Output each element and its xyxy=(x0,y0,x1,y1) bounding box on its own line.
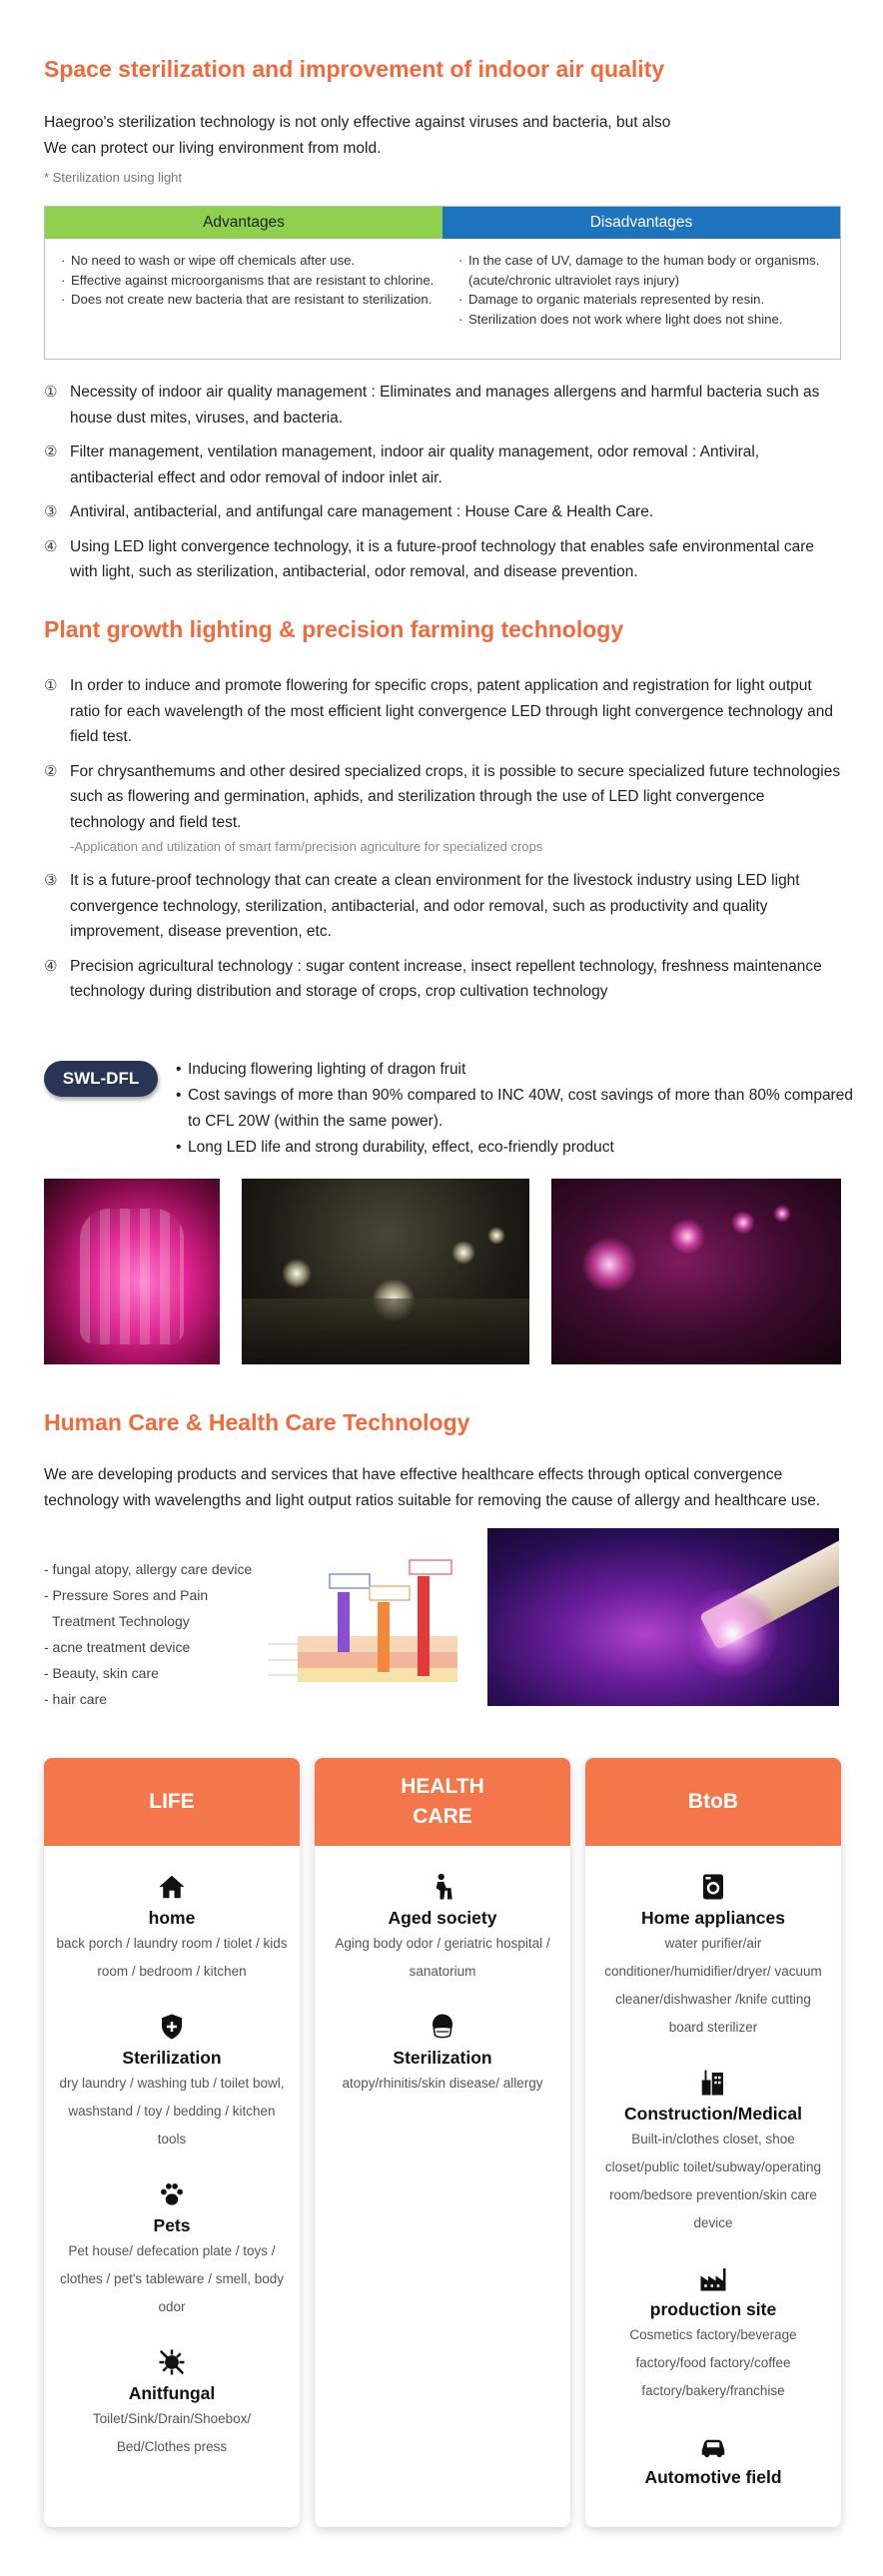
card-title: LIFE xyxy=(44,1758,300,1846)
card-item-title: home xyxy=(148,1908,196,1928)
advantage-item: · Does not create new bacteria that are resistant to sterilization. xyxy=(61,290,442,310)
list-number: ① xyxy=(44,384,58,401)
product-bullets xyxy=(176,1057,855,1161)
advantages-table xyxy=(44,206,841,360)
list-number: ④ xyxy=(44,537,58,555)
disadvantage-item: · In the case of UV, damage to the human body or organisms. (acute/chronic ultraviolet rays injury) xyxy=(458,251,840,290)
section-title-sterilization: Space sterilization and improvement of indoor air quality xyxy=(44,56,665,82)
sterilization-intro xyxy=(44,110,839,162)
elderly-icon xyxy=(428,1872,457,1902)
card-item xyxy=(597,2263,829,2405)
list-number: ① xyxy=(44,677,58,694)
list-item xyxy=(44,380,843,430)
disadvantage-item: · Sterilization does not work where light does not shine. xyxy=(458,310,840,330)
advantages-table-header xyxy=(45,207,840,239)
list-text: Filter management, ventilation management, indoor air quality management, odor removal : Antiviral, antibacterial effect and odor removal of indoor inlet air. xyxy=(70,443,760,486)
light-glow xyxy=(669,1219,705,1255)
advantages-header: Advantages xyxy=(45,207,442,239)
health-list-item: Treatment Technology xyxy=(52,1613,190,1629)
bullet-item: • Long LED life and strong durability, effect, eco-friendly product xyxy=(176,1135,855,1161)
health-list xyxy=(44,1556,252,1712)
card-item xyxy=(597,2431,829,2489)
virus-icon xyxy=(157,2347,187,2377)
list-text: It is a future-proof technology that can create a clean environment for the livestock industry using LED light convergence technology, sterilization, antibacterial, and odor removal, such as productivity and quality improvement, disease prevention, etc. xyxy=(70,872,800,940)
application-cards xyxy=(44,1758,841,2527)
health-intro: We are developing products and services that have effective healthcare effects through optical convergence technology with wavelengths and light output ratios suitable for removing the cause of allergy and healthcare use. xyxy=(44,1466,821,1509)
list-item xyxy=(44,499,843,525)
card-item-desc: back porch / laundry room / tiolet / kids room / bedroom / kitchen xyxy=(56,1936,288,1979)
shield-icon xyxy=(157,2012,187,2042)
list-item xyxy=(44,673,843,750)
card-item-title: production site xyxy=(649,2299,777,2319)
led-bulb-shape xyxy=(80,1209,184,1344)
skin-layers-diagram xyxy=(258,1556,463,1686)
disadvantages-header: Disadvantages xyxy=(442,207,840,239)
card-btob xyxy=(585,1758,841,2527)
card-title: HEALTH CARE xyxy=(315,1758,570,1846)
list-number: ② xyxy=(44,762,58,780)
card-item-desc: Built-in/clothes closet, shoe closet/public toilet/subway/operating room/bedsore prevention/skin care device xyxy=(604,2132,822,2230)
factory-icon xyxy=(698,2263,728,2293)
card-item xyxy=(327,2012,558,2098)
card-item xyxy=(327,1872,558,1986)
intro-line-2: We can protect our living environment from mold. xyxy=(44,140,382,157)
card-item-title: Home appliances xyxy=(641,1908,785,1928)
light-glow xyxy=(731,1211,755,1235)
label-box xyxy=(410,1560,451,1574)
list-text: Using LED light convergence technology, it is a future-proof technology that enables safe environmental care with light, such as sterilization, antibacterial, odor removal, and disease prevention. xyxy=(70,537,815,580)
card-item-desc: atopy/rhinitis/skin disease/ allergy xyxy=(342,2076,543,2091)
light-glow xyxy=(451,1241,475,1265)
paw-icon xyxy=(157,2179,187,2209)
field-ground xyxy=(242,1298,529,1364)
card-item-title: Aged society xyxy=(388,1908,497,1928)
card-item xyxy=(56,2179,288,2321)
card-item xyxy=(56,1872,288,1986)
light-beam-red xyxy=(418,1576,430,1676)
card-life xyxy=(44,1758,300,2527)
label-box xyxy=(370,1586,410,1600)
bullet-item: • Cost savings of more than 90% compared to INC 40W, cost savings of more than 80% compared to CFL 20W (within the same power). xyxy=(176,1083,855,1135)
label-box xyxy=(330,1574,370,1588)
light-glow xyxy=(487,1227,505,1245)
card-item-desc: Pet house/ defecation plate / toys / clothes / pet's tableware / smell, body odor xyxy=(60,2243,284,2314)
card-item-desc: Aging body odor / geriatric hospital / sanatorium xyxy=(335,1936,550,1979)
section-title-plant: Plant growth lighting & precision farming technology xyxy=(44,616,624,642)
card-item-desc: water purifier/air conditioner/humidifier/dryer/ vacuum cleaner/dishwasher /knife cutting board sterilizer xyxy=(604,1936,822,2035)
list-text: For chrysanthemums and other desired specialized crops, it is possible to secure specialized future technologies such as flowering and germination, aphids, and sterilization through the use of LED light convergence technology and field test. xyxy=(70,762,841,831)
mask-icon xyxy=(428,2012,457,2042)
list-text: Precision agricultural technology : sugar content increase, insect repellent technology, freshness maintenance technology during distribution and storage of crops, crop cultivation technology xyxy=(70,957,822,1000)
card-item xyxy=(597,2068,829,2237)
health-list-item: - Beauty, skin care xyxy=(44,1665,159,1681)
field-night-photo xyxy=(242,1179,529,1364)
light-glow xyxy=(581,1237,637,1292)
card-item-title: Automotive field xyxy=(644,2467,782,2487)
disadvantages-list xyxy=(442,251,840,329)
card-item-title: Pets xyxy=(153,2215,191,2235)
car-icon xyxy=(698,2431,728,2461)
list-item xyxy=(44,534,843,585)
list-item xyxy=(44,954,843,1005)
light-glow xyxy=(773,1205,791,1223)
advantages-table-body xyxy=(45,239,840,329)
card-item-desc: dry laundry / washing tub / toilet bowl, washstand / toy / bedding / kitchen tools xyxy=(59,2076,285,2147)
card-item-title: Sterilization xyxy=(393,2048,492,2068)
product-badge: SWL-DFL xyxy=(44,1061,158,1097)
list-number: ② xyxy=(44,443,58,460)
card-item-title: Anitfungal xyxy=(128,2383,216,2403)
light-beam-orange xyxy=(378,1602,390,1672)
list-item xyxy=(44,868,843,945)
disadvantage-item: · Damage to organic materials represented by resin. xyxy=(458,290,840,310)
health-list-item: - hair care xyxy=(44,1691,108,1707)
list-number: ④ xyxy=(44,957,58,975)
advantage-item: · No need to wash or wipe off chemicals after use. xyxy=(61,251,442,271)
sterilization-list xyxy=(44,380,843,594)
field-pink-photo xyxy=(551,1179,841,1364)
light-glow xyxy=(687,1588,777,1678)
list-number: ③ xyxy=(44,503,58,520)
card-item xyxy=(597,1872,829,2042)
card-item xyxy=(56,2012,288,2153)
sterilization-note: * Sterilization using light xyxy=(44,170,183,185)
list-item xyxy=(44,759,843,860)
plant-list xyxy=(44,673,843,1014)
list-sub-note: -Application and utilization of smart farm/precision agriculture for specialized crops xyxy=(70,839,543,854)
home-icon xyxy=(157,1872,187,1902)
health-list-item: - fungal atopy, allergy care device xyxy=(44,1561,253,1577)
card-health-care xyxy=(315,1758,570,2527)
card-body xyxy=(44,1846,300,2461)
card-item-title: Construction/Medical xyxy=(624,2104,802,2124)
section-title-health: Human Care & Health Care Technology xyxy=(44,1409,470,1435)
card-item-desc: Cosmetics factory/beverage factory/food factory/coffee factory/bakery/franchise xyxy=(629,2327,797,2398)
card-title: BtoB xyxy=(585,1758,841,1846)
bullet-item: • Inducing flowering lighting of dragon fruit xyxy=(176,1057,855,1083)
card-body xyxy=(585,1846,841,2489)
led-bulb-photo xyxy=(44,1179,220,1364)
list-text: Necessity of indoor air quality management : Eliminates and manages allergens and harmful bacteria such as house dust mites, viruses, and bacteria. xyxy=(70,384,820,427)
light-beam-violet xyxy=(338,1592,350,1652)
list-text: Antiviral, antibacterial, and antifungal care management : House Care & Health Care. xyxy=(70,503,654,520)
health-list-item: - Pressure Sores and Pain xyxy=(44,1587,209,1603)
list-text: In order to induce and promote flowering for specific crops, patent application and registration for light output ratio for each wavelength of the most efficient light convergence LED through light convergence technology and field test. xyxy=(70,677,833,745)
card-body xyxy=(315,1846,570,2098)
advantages-list xyxy=(45,251,442,329)
card-item xyxy=(56,2347,288,2461)
healthcare-light-photo xyxy=(487,1528,839,1706)
health-list-item: - acne treatment device xyxy=(44,1639,191,1655)
light-glow xyxy=(282,1259,312,1288)
card-item-title: Sterilization xyxy=(122,2048,222,2068)
card-item-desc: Toilet/Sink/Drain/Shoebox/ Bed/Clothes press xyxy=(92,2411,252,2454)
list-number: ③ xyxy=(44,872,58,889)
intro-line-1: Haegroo's sterilization technology is not only effective against viruses and bacteria, but also xyxy=(44,114,671,131)
advantage-item: · Effective against microorganisms that are resistant to chlorine. xyxy=(61,271,442,291)
washer-icon xyxy=(698,1872,728,1902)
building-icon xyxy=(698,2068,728,2098)
list-item xyxy=(44,439,843,490)
